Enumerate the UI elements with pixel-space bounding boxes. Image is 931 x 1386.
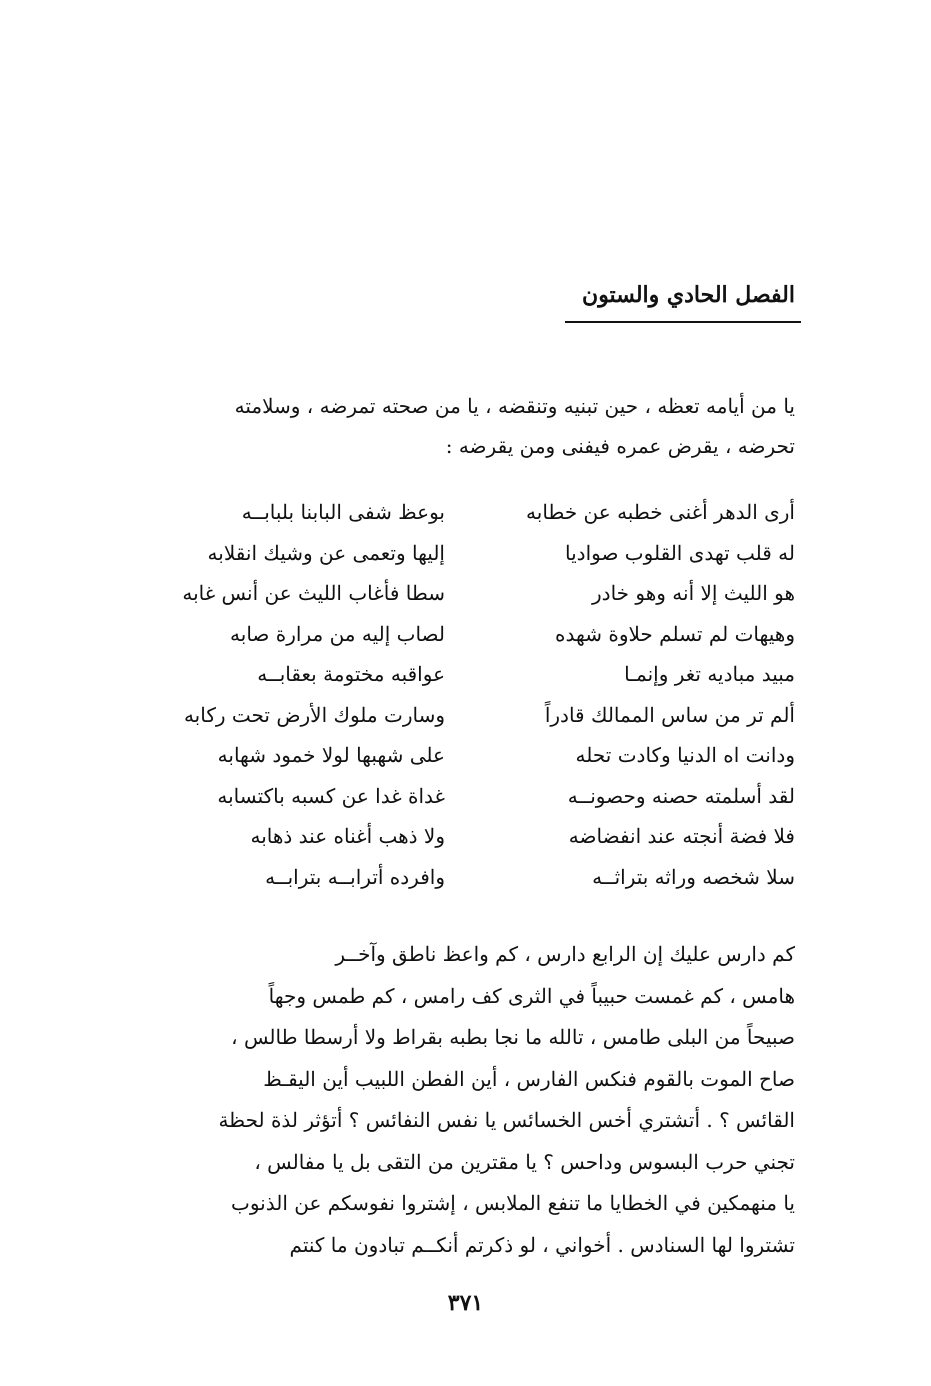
- poem-verse: [145, 735, 795, 776]
- verse-first-hemistich: ودانت اه الدنيا وكادت تحله: [575, 743, 795, 767]
- poem-verse: [145, 614, 795, 655]
- verse-first-hemistich: وهيهات لم تسلم حلاوة شهده: [555, 621, 795, 646]
- prose-line: صاح الموت بالقوم فنكس الفارس ، أين الفطن اللبيب أين اليقـظ: [263, 1066, 795, 1091]
- intro-paragraph: [153, 386, 795, 466]
- verse-second-hemistich: عواقبه مختومة بعقابــه: [257, 662, 445, 686]
- prose-paragraph: [153, 934, 795, 1266]
- prose-line: تشتروا لها السنادس . أخواني ، لو ذكرتم أنكــم تبادون ما كنتم: [289, 1232, 795, 1257]
- prose-line: القائس ؟ . أتشتري أخس الخسائس يا نفس النفائس ؟ أتؤثر لذة لحظة: [218, 1108, 795, 1132]
- verse-first-hemistich: أرى الدهر أغنى خطبه عن خطابه: [526, 500, 795, 524]
- poem-verse: [145, 533, 795, 574]
- verse-first-hemistich: فلا فضة أنجته عند انفضاضه: [568, 824, 795, 848]
- verse-first-hemistich: سلا شخصه وراثه بتراثــه: [592, 864, 795, 889]
- intro-line: يا من أيامه تعظه ، حين تبنيه وتنقضه ، يا من صحته تمرضه ، وسلامته: [234, 394, 795, 418]
- verse-second-hemistich: ولا ذهب أغناه عند ذهابه: [250, 824, 445, 848]
- verse-second-hemistich: بوعظ شفى البابنا بلبابــه: [241, 500, 445, 524]
- poem-verse: [145, 695, 795, 736]
- intro-line: تحرضه ، يقرض عمره فيفنى ومن يقرضه :: [445, 434, 795, 458]
- poem-verse: [145, 654, 795, 695]
- poem-verse: [145, 816, 795, 857]
- page-number: ٣٧١: [447, 1290, 484, 1316]
- verse-second-hemistich: وافرده أترابــه بترابــه: [265, 864, 445, 889]
- verse-second-hemistich: إليها وتعمى عن وشيك انقلابه: [207, 540, 445, 565]
- verse-first-hemistich: مبيد مباديه تغر وإنمـا: [624, 662, 795, 686]
- chapter-title-underline: [565, 321, 801, 323]
- prose-line: تجني حرب البسوس وداحس ؟ يا مقترين من التقى بل يا مفالس ،: [254, 1149, 795, 1174]
- poem: [145, 492, 795, 897]
- verse-first-hemistich: ألم تر من ساس الممالك قادراً: [544, 702, 795, 727]
- verse-second-hemistich: وسارت ملوك الأرض تحت ركابه: [183, 702, 445, 727]
- prose-line: صبيحاً من البلى طامس ، تالله ما نجا بطبه بقراط ولا أرسطا طالس ،: [231, 1025, 795, 1049]
- verse-second-hemistich: لصاب إليه من مرارة صابه: [230, 621, 445, 646]
- verse-second-hemistich: على شهبها لولا خمود شهابه: [217, 743, 445, 767]
- poem-verse: [145, 857, 795, 898]
- verse-first-hemistich: لقد أسلمته حصنه وحصونــه: [567, 783, 795, 808]
- prose-line: يا منهمكين في الخطايا ما تنفع الملابس ، إشتروا نفوسكم عن الذنوب: [231, 1191, 795, 1215]
- verse-first-hemistich: له قلب تهدى القلوب صواديا: [565, 540, 795, 565]
- poem-verse: [145, 573, 795, 614]
- poem-verse: [145, 776, 795, 817]
- poem-verse: [145, 492, 795, 533]
- verse-first-hemistich: هو الليث إلا أنه وهو خادر: [592, 581, 795, 605]
- chapter-title: الفصل الحادي والستون: [582, 282, 795, 308]
- verse-second-hemistich: سطا فأغاب الليث عن أنس غابه: [182, 581, 445, 605]
- prose-line: هامس ، كم غمست حبيباً في الثرى كف رامس ، كم طمس وجهاً: [268, 983, 795, 1008]
- verse-second-hemistich: غداة غدا عن كسبه باكتسابه: [217, 783, 445, 808]
- prose-line: كم دارس عليك إن الرابع دارس ، كم واعظ ناطق وآخــر: [335, 942, 795, 966]
